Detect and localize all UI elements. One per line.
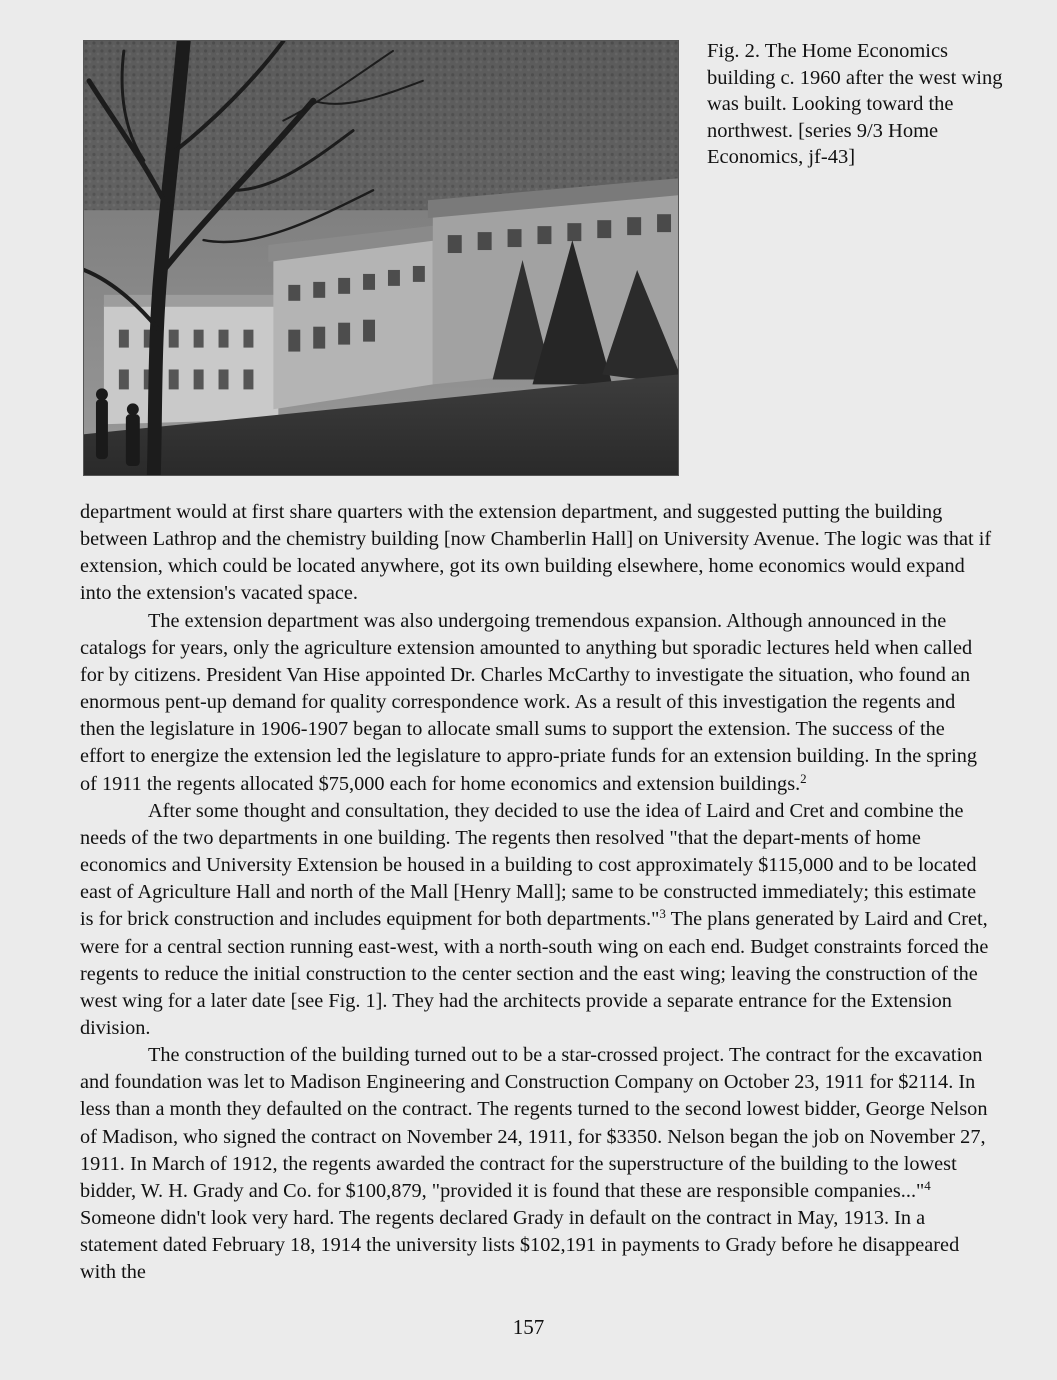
- page-number: 157: [512, 1315, 545, 1339]
- footnote-reference: 3: [659, 906, 666, 922]
- paragraph-text: The extension department was also undergoing tremendous expansion. Although announced in the catalogs for years, only the agriculture extension amounted to anything but sporadic lectures held when called for by citizens. President Van Hise appointed Dr. Charles McCarthy to investigate the situation, who found an enormous pent-up demand for quality correspondence work. As a result of this investigation the regents and then the legislature in 1906-1907 began to allocate small sums to support the extension. The success of the effort to energize the extension led the legislature to appro-priate funds for an extension building. In the spring of 1911 the regents allocated $75,000 each for home economics and extension buildings.: [80, 609, 977, 795]
- paragraph-text: After some thought and consultation, they decided to use the idea of Laird and Cret and combine the needs of the two departments in one building. The regents then resolved "that the depart-ments of home economics and University Extension be housed in a building to cost approximately $115,000 and to be located east of Agriculture Hall and north of the Mall [Henry Mall]; same to be constructed immediately; this estimate is for brick construction and includes equipment for both departments.": [80, 799, 977, 931]
- building-photo-image: [84, 41, 678, 475]
- figure-caption: Fig. 2. The Home Economics building c. 1960 after the west wing was built. Looking toward the northwest. [series 9/3 Home Economics, jf-43]: [707, 40, 1003, 169]
- paragraph-text: Someone didn't look very hard. The regents declared Grady in default on the contract in May, 1913. In a statement dated February 18, 1914 the university lists $102,191 in payments to Grady before he disappeared with the: [80, 1207, 960, 1284]
- footnote-reference: 4: [924, 1177, 931, 1193]
- paragraph: [80, 798, 992, 1042]
- paragraph: [80, 499, 992, 608]
- footnote-reference: 2: [800, 770, 807, 786]
- building-photograph: [83, 40, 679, 476]
- paragraph: [80, 608, 992, 798]
- paragraph: [80, 1042, 992, 1286]
- body-text: [80, 499, 992, 1287]
- paragraph-text: department would at first share quarters with the extension department, and suggested putting the building between Lathrop and the chemistry building [now Chamberlin Hall] on University Avenue. The logic was that if extension, which could be located anywhere, got its own building elsewhere, home economics would expand into the extension's vacated space.: [80, 501, 992, 605]
- paragraph-text: The construction of the building turned out to be a star-crossed project. The contract for the excavation and foundation was let to Madison Engineering and Construction Company on October 23, 1911 for $2114. In less than a month they defaulted on the contract. The regents turned to the second lowest bidder, George Nelson of Madison, who signed the contract on November 24, 1911, for $3350. Nelson began the job on November 27, 1911. In March of 1912, the regents awarded the contract for the superstructure of the building to the lowest bidder, W. H. Grady and Co. for $100,879, "provided it is found that these are responsible companies...": [80, 1044, 988, 1202]
- paragraph-text: The plans generated by Laird and Cret, were for a central section running east-west, with a north-south wing on each end. Budget constraints forced the regents to reduce the initial construction to the center section and the east wing; leaving the construction of the west wing for a later date [see Fig. 1]. They had the architects provide a separate entrance for the Extension division.: [80, 908, 989, 1039]
